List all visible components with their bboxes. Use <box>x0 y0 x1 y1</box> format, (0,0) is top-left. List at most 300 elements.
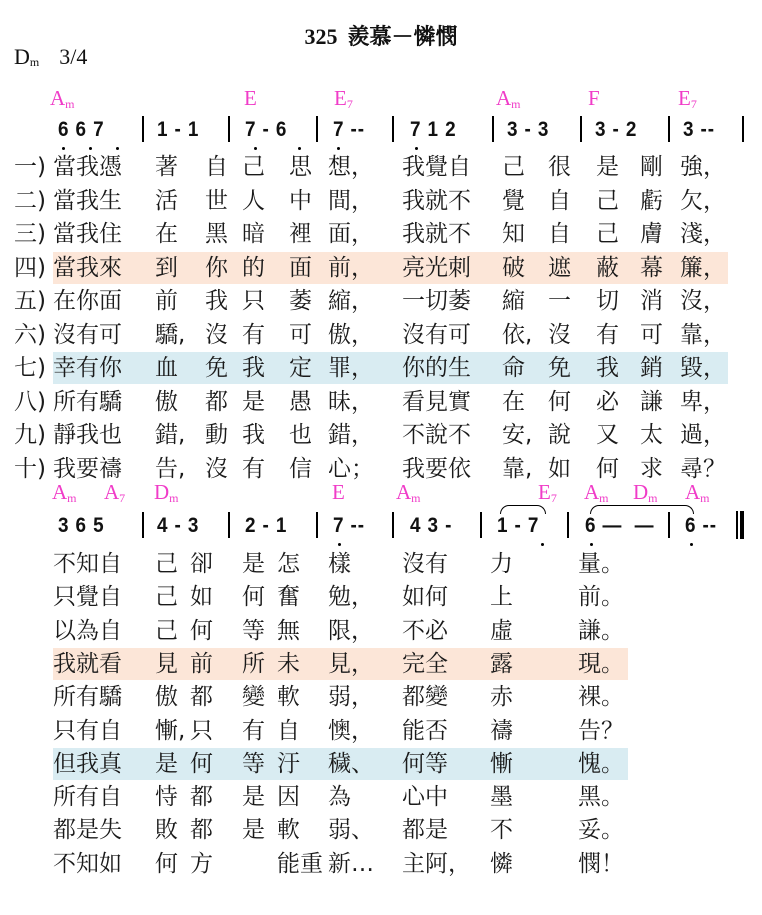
lyric-syllable: 卻 <box>190 551 213 577</box>
chord-quality: m <box>700 491 710 505</box>
lyric-syllable: 弱、 <box>328 817 374 844</box>
lyric-syllable: 奮 <box>277 584 300 611</box>
lyric-syllable: 見， <box>328 650 374 677</box>
lyric-syllable: 尋？ <box>680 455 726 482</box>
chord-quality: 7 <box>550 491 557 505</box>
lyric-syllable: 是 <box>242 784 265 811</box>
lyric-syllable: 亮光刺 <box>402 254 471 281</box>
chord-root: E <box>332 480 345 504</box>
lyric-syllable: 憐 <box>490 850 513 877</box>
lyric-syllable: 見 <box>155 650 178 677</box>
lyric-syllable: 我就不 <box>402 187 471 214</box>
lyric-syllable: 限， <box>328 617 374 644</box>
lyric-syllable: 不知自 <box>53 551 122 577</box>
lyric-syllable: 妥。 <box>578 817 624 844</box>
lyric-syllable: 何 <box>190 617 213 644</box>
lyric-syllable: 愧。 <box>578 750 624 777</box>
verse-number: 三) <box>14 221 46 247</box>
chord-symbol <box>244 86 257 111</box>
lyric-syllable: 傲， <box>328 321 374 348</box>
measure-notes: 1 - 1 <box>157 118 200 141</box>
verse-number: 五) <box>14 288 46 314</box>
lyric-syllable: 簾， <box>680 254 726 281</box>
low-octave-dot <box>590 543 593 546</box>
lyric-syllable: 裸。 <box>578 684 624 711</box>
lyric-syllable: 在 <box>155 221 178 247</box>
lyric-syllable: 沒有可 <box>402 321 471 348</box>
verse-line <box>0 419 762 451</box>
chord-quality: 7 <box>119 491 126 505</box>
lyric-syllable: 能否 <box>402 717 448 744</box>
lyric-syllable: 裡 <box>289 221 312 247</box>
lyric-syllable: 沒有 <box>402 551 448 577</box>
chord-quality: m <box>169 491 179 505</box>
lyric-syllable: 都是 <box>402 817 448 844</box>
chord-quality: m <box>648 491 658 505</box>
lyric-syllable: 軟 <box>277 684 300 711</box>
chord-symbol <box>334 86 353 112</box>
lyric-syllable: 何 <box>190 750 213 777</box>
lyric-syllable: 破 <box>502 254 525 281</box>
measure-notes: 3 6 5 <box>58 514 105 537</box>
lyric-syllable: 己 <box>502 154 525 180</box>
lyric-syllable: 剛 <box>640 154 663 180</box>
lyric-syllable: 免 <box>205 355 228 381</box>
lyric-syllable: 但我真 <box>53 750 122 777</box>
lyric-syllable: 己 <box>596 221 619 247</box>
lyric-syllable: 太 <box>640 422 663 448</box>
lyric-syllable: 前。 <box>578 584 624 611</box>
chord-root: D <box>154 480 170 504</box>
lyric-syllable: 虧 <box>640 187 663 214</box>
lyric-syllable: 安, <box>502 422 533 448</box>
measure-notes: 2 - 1 <box>245 514 288 537</box>
lyric-syllable: 自 <box>548 187 571 214</box>
lyric-syllable: 有 <box>596 321 619 348</box>
lyric-syllable: 也 <box>289 422 312 448</box>
hymn-name: 羨慕－憐憫 <box>347 24 458 49</box>
lyric-syllable: 勉， <box>328 584 374 611</box>
lyric-syllable: 愚 <box>289 388 312 415</box>
low-octave-dot <box>338 543 341 546</box>
lyric-syllable: 上 <box>490 584 513 611</box>
low-octave-dot <box>541 543 544 546</box>
measure-notes: 3 - 3 <box>507 118 550 141</box>
chord-root: A <box>50 86 66 110</box>
lyric-syllable: 切 <box>596 288 619 314</box>
lyric-syllable: 欠， <box>680 187 726 214</box>
lyric-syllable: 己 <box>596 187 619 214</box>
lyric-syllable: 是 <box>242 817 265 844</box>
chord-symbol <box>50 86 75 112</box>
lyric-syllable: 自 <box>277 717 300 744</box>
chord-root: A <box>396 480 412 504</box>
lyric-syllable: 命 <box>502 355 525 381</box>
lyric-syllable: 謙。 <box>578 617 624 644</box>
lyric-syllable: 所 <box>242 650 265 677</box>
verse-number: 八) <box>14 388 46 415</box>
lyric-syllable: 赤 <box>490 684 513 711</box>
final-bar-thick <box>740 511 744 539</box>
lyric-syllable: 思 <box>289 154 312 180</box>
chord-quality: m <box>599 491 609 505</box>
low-octave-dot <box>89 147 92 150</box>
chord-symbol <box>588 86 600 111</box>
time-signature: 3/4 <box>59 44 88 69</box>
low-octave-dot <box>690 543 693 546</box>
lyric-syllable: 方 <box>190 850 213 877</box>
lyric-syllable: 只有自 <box>53 717 122 744</box>
chord-quality: 7 <box>690 97 697 111</box>
lyric-syllable: 力 <box>490 551 513 577</box>
chord-quality: m <box>411 491 421 505</box>
lyric-syllable: 前， <box>328 254 374 281</box>
chord-symbol <box>633 480 658 506</box>
lyric-syllable: 心中 <box>402 784 448 811</box>
lyric-syllable: 蔽 <box>596 254 619 281</box>
lyric-syllable: 你的生 <box>402 355 471 381</box>
lyric-syllable: 沒有可 <box>53 321 122 348</box>
lyric-syllable: 縮， <box>328 288 374 314</box>
lyric-syllable: 在你面 <box>53 288 122 314</box>
key-root: D <box>14 44 30 69</box>
verse-number: 七) <box>14 355 46 381</box>
lyric-syllable: 罪， <box>328 355 374 381</box>
lyric-syllable: 傲 <box>155 684 178 711</box>
lyric-syllable: 當我住 <box>53 221 122 247</box>
chord-root: A <box>685 480 701 504</box>
lyric-syllable: 都是失 <box>53 817 122 844</box>
lyric-syllable: 慚 <box>490 750 513 777</box>
lyric-syllable: 何 <box>155 850 178 877</box>
lyric-syllable: 變 <box>242 684 265 711</box>
lyric-syllable: 又 <box>596 422 619 448</box>
bar-line <box>580 116 582 142</box>
lyric-syllable: 過， <box>680 422 726 448</box>
lyric-syllable: 穢、 <box>328 750 374 777</box>
lyric-syllable: 何 <box>548 388 571 415</box>
lyric-syllable: 我就看 <box>53 650 122 677</box>
chord-quality: m <box>67 491 77 505</box>
verse-line <box>0 185 762 217</box>
chord-quality: m <box>511 97 521 111</box>
lyric-syllable: 敗 <box>155 817 178 844</box>
lyric-syllable: 靠， <box>680 321 726 348</box>
lyric-syllable: 沒， <box>680 288 726 314</box>
lyric-syllable: 如 <box>548 455 571 482</box>
chord-root: A <box>104 480 120 504</box>
lyric-syllable: 驕, <box>155 321 186 348</box>
bar-line <box>142 512 144 538</box>
chord-symbol <box>685 480 710 506</box>
measure-notes: 4 3 - <box>410 514 453 537</box>
verse-line <box>0 319 762 351</box>
lyric-syllable: 強， <box>680 154 726 180</box>
lyric-syllable: 如何 <box>402 584 448 611</box>
lyric-syllable: 我覺自 <box>402 154 471 180</box>
lyric-syllable: 知 <box>502 221 525 247</box>
bar-line <box>228 512 230 538</box>
lyric-syllable: 暗 <box>242 221 265 247</box>
bar-line <box>742 116 744 142</box>
lyric-syllable: 怎 <box>277 551 300 577</box>
lyric-syllable: 可 <box>289 321 312 348</box>
low-octave-dot <box>254 147 257 150</box>
lyric-syllable: 以為自 <box>53 617 122 644</box>
verse-line <box>0 252 762 284</box>
lyric-syllable: 都 <box>190 817 213 844</box>
measure-notes: 7 -- <box>333 118 365 141</box>
lyric-syllable: 人 <box>242 187 265 214</box>
lyric-syllable: 不 <box>490 817 513 844</box>
lyric-syllable: 免 <box>548 355 571 381</box>
lyric-syllable: 靠, <box>502 455 533 482</box>
lyric-syllable: 可 <box>640 321 663 348</box>
lyric-syllable: 間， <box>328 187 374 214</box>
measure-notes: 1 - 7 <box>497 514 540 537</box>
lyric-syllable: 的 <box>242 254 265 281</box>
bar-line <box>392 116 394 142</box>
lyric-syllable: 所有驕 <box>53 684 122 711</box>
lyric-syllable: 淺， <box>680 221 726 247</box>
lyric-syllable: 如 <box>190 584 213 611</box>
hymn-title <box>0 20 762 51</box>
lyric-syllable: 昧， <box>328 388 374 415</box>
refrain-line <box>0 715 762 747</box>
chord-symbol <box>496 86 521 112</box>
chord-quality: 7 <box>346 97 353 111</box>
lyric-syllable: 為 <box>328 784 351 811</box>
chord-symbol <box>538 480 557 506</box>
lyric-syllable: 中 <box>289 187 312 214</box>
lyric-syllable: 有 <box>242 717 265 744</box>
lyric-syllable: 當我來 <box>53 254 122 281</box>
verse-number: 四) <box>14 254 46 281</box>
lyric-syllable: 傲 <box>155 388 178 415</box>
lyric-syllable: 是 <box>242 551 265 577</box>
lyric-syllable: 只覺自 <box>53 584 122 611</box>
lyric-syllable: 信 <box>289 455 312 482</box>
lyric-syllable: 完全 <box>402 650 448 677</box>
lyric-syllable: 當我憑 <box>53 154 122 180</box>
lyric-syllable: 所有驕 <box>53 388 122 415</box>
lyric-syllable: 謙 <box>640 388 663 415</box>
lyric-syllable: 我 <box>242 422 265 448</box>
lyric-syllable: 你 <box>205 254 228 281</box>
lyric-syllable: 沒 <box>205 455 228 482</box>
verse-number: 九) <box>14 422 46 448</box>
lyric-syllable: 想， <box>328 154 374 180</box>
lyric-syllable: 依, <box>502 321 533 348</box>
chord-root: E <box>678 86 691 110</box>
chord-root: A <box>584 480 600 504</box>
bar-line <box>668 116 670 142</box>
lyric-syllable: 等 <box>242 617 265 644</box>
bar-line <box>142 116 144 142</box>
chord-root: A <box>496 86 512 110</box>
lyric-syllable: 活 <box>155 187 178 214</box>
bar-line <box>228 116 230 142</box>
lyric-syllable: 動 <box>205 422 228 448</box>
lyric-syllable: 是 <box>155 750 178 777</box>
lyric-syllable: 縮 <box>502 288 525 314</box>
refrain-line <box>0 615 762 647</box>
verse-line <box>0 151 762 183</box>
chord-root: E <box>244 86 257 110</box>
lyric-syllable: 都 <box>190 684 213 711</box>
chord-symbol <box>396 480 421 506</box>
key-signature <box>14 44 87 70</box>
chord-symbol <box>332 480 345 505</box>
lyric-syllable: 看見實 <box>402 388 471 415</box>
lyric-syllable: 都變 <box>402 684 448 711</box>
hymn-number: 325 <box>304 24 338 49</box>
bar-line <box>316 116 318 142</box>
lyric-syllable: 幸有你 <box>53 355 122 381</box>
chord-root: F <box>588 86 600 110</box>
lyric-syllable: 自 <box>548 221 571 247</box>
low-octave-dot <box>298 147 301 150</box>
lyric-syllable: 很 <box>548 154 571 180</box>
lyric-syllable: 當我生 <box>53 187 122 214</box>
lyric-syllable: 不必 <box>402 617 448 644</box>
verse-line <box>0 285 762 317</box>
verse-line <box>0 386 762 418</box>
lyric-syllable: 到 <box>155 254 178 281</box>
lyric-syllable: 必 <box>596 388 619 415</box>
measure-notes: 6 6 7 <box>58 118 105 141</box>
lyric-syllable: 汙 <box>277 750 300 777</box>
refrain-line <box>0 848 762 880</box>
verse-line <box>0 352 762 384</box>
refrain-line <box>0 581 762 613</box>
low-octave-dot <box>415 147 418 150</box>
lyric-syllable: 露 <box>490 650 513 677</box>
refrain-line <box>0 548 762 580</box>
lyric-syllable: 消 <box>640 288 663 314</box>
lyric-syllable: 膚 <box>640 221 663 247</box>
lyric-syllable: 軟 <box>277 817 300 844</box>
measure-notes: 4 - 3 <box>157 514 200 537</box>
refrain-line <box>0 748 762 780</box>
low-octave-dot <box>116 147 119 150</box>
lyric-syllable: 覺 <box>502 187 525 214</box>
lyric-syllable: 是 <box>242 388 265 415</box>
verse-number: 六) <box>14 321 46 348</box>
verse-line <box>0 218 762 250</box>
lyric-syllable: 毀， <box>680 355 726 381</box>
lyric-syllable: 虛 <box>490 617 513 644</box>
lyric-syllable: 己 <box>155 584 178 611</box>
lyric-syllable: 主阿， <box>402 850 471 877</box>
lyric-syllable: 恃 <box>155 784 178 811</box>
measure-notes: 7 1 2 <box>410 118 457 141</box>
lyric-syllable: 己 <box>155 617 178 644</box>
bar-line <box>316 512 318 538</box>
lyric-syllable: 所有自 <box>53 784 122 811</box>
lyric-syllable: 只 <box>242 288 265 314</box>
lyric-syllable: 都 <box>205 388 228 415</box>
lyric-syllable: 我要禱 <box>53 455 122 482</box>
lyric-syllable: 告, <box>155 455 186 482</box>
lyric-syllable: 一 <box>548 288 571 314</box>
lyric-syllable: 血 <box>155 355 178 381</box>
lyric-syllable: 因 <box>277 784 300 811</box>
lyric-syllable: 己 <box>242 154 265 180</box>
lyric-syllable: 錯, <box>155 422 186 448</box>
lyric-syllable: 無 <box>277 617 300 644</box>
lyric-syllable: 不知如 <box>53 850 122 877</box>
measure-notes: 3 -- <box>683 118 715 141</box>
lyric-syllable: 弱， <box>328 684 374 711</box>
lyric-syllable: 我 <box>596 355 619 381</box>
chord-root: D <box>633 480 649 504</box>
lyric-syllable: 我就不 <box>402 221 471 247</box>
lyric-syllable: 何等 <box>402 750 448 777</box>
low-octave-dot <box>337 147 340 150</box>
lyric-syllable: 都 <box>190 784 213 811</box>
tie-slur <box>500 505 546 514</box>
lyric-syllable: 面， <box>328 221 374 247</box>
chord-root: E <box>334 86 347 110</box>
lyric-syllable: 禱 <box>490 717 513 744</box>
lyric-syllable: 新… <box>328 850 374 877</box>
measure-notes: 6 -- <box>685 514 717 537</box>
lyric-syllable: 未 <box>277 650 300 677</box>
chord-symbol <box>154 480 179 506</box>
measure-notes: 3 - 2 <box>595 118 638 141</box>
lyric-syllable: 己 <box>155 551 178 577</box>
lyric-syllable: 我要依 <box>402 455 471 482</box>
final-bar-thin <box>736 511 738 539</box>
lyric-syllable: 等 <box>242 750 265 777</box>
lyric-syllable: 幕 <box>640 254 663 281</box>
chord-symbol <box>52 480 77 506</box>
lyric-syllable: 世 <box>205 187 228 214</box>
lyric-syllable: 一切萎 <box>402 288 471 314</box>
lyric-syllable: 只 <box>190 717 213 744</box>
lyric-syllable: 自 <box>205 154 228 180</box>
lyric-syllable: 前 <box>155 288 178 314</box>
lyric-syllable: 我 <box>242 355 265 381</box>
lyric-syllable: 銷 <box>640 355 663 381</box>
lyric-syllable: 遮 <box>548 254 571 281</box>
lyric-syllable: 樣 <box>328 551 351 577</box>
lyric-syllable: 卑， <box>680 388 726 415</box>
lyric-syllable: 在 <box>502 388 525 415</box>
lyric-syllable: 有 <box>242 321 265 348</box>
lyric-syllable: 萎 <box>289 288 312 314</box>
verse-number: 二) <box>14 187 46 214</box>
lyric-syllable: 沒 <box>548 321 571 348</box>
refrain-line <box>0 648 762 680</box>
lyric-syllable: 不說不 <box>402 422 471 448</box>
verse-number: 十) <box>14 455 46 482</box>
chord-symbol <box>584 480 609 506</box>
refrain-line <box>0 781 762 813</box>
bar-line <box>492 116 494 142</box>
lyric-syllable: 憫！ <box>578 850 624 877</box>
lyric-syllable: 靜我也 <box>53 422 122 448</box>
lyric-syllable: 面 <box>289 254 312 281</box>
lyric-syllable: 墨 <box>490 784 513 811</box>
lyric-syllable: 何 <box>596 455 619 482</box>
lyric-syllable: 定 <box>289 355 312 381</box>
lyric-syllable: 量。 <box>578 551 624 577</box>
lyric-syllable: 能重 <box>277 850 323 877</box>
refrain-line <box>0 681 762 713</box>
lyric-syllable: 心； <box>328 455 374 482</box>
